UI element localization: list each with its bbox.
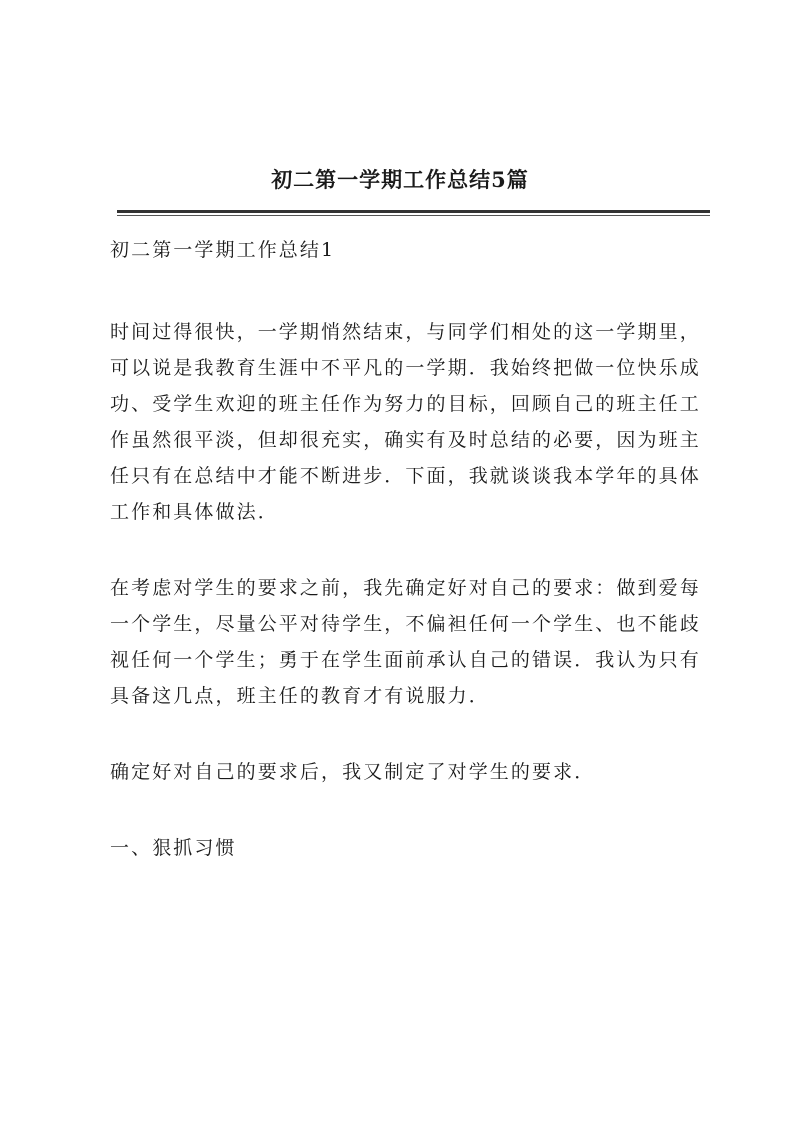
section-title: 初二第一学期工作总结1	[110, 239, 336, 261]
title-underline-thick	[117, 210, 710, 213]
paragraph-3: 确定好对自己的要求后，我又制定了对学生的要求．	[110, 761, 596, 783]
title-underline-thin	[117, 215, 710, 216]
document-title: 初二第一学期工作总结5篇	[271, 167, 529, 192]
paragraph-1: 时间过得很快，一学期悄然结束，与同学们相处的这一学期里，可以说是我教育生涯中不平凡的一学期．我始终把做一位快乐成功、受学生欢迎的班主任作为努力的目标，回顾自己的班主任工作虽然很平淡，但却很充实，确实有及时总结的必要，因为班主任只有在总结中才能不断进步．下面，我就谈谈我本学年的具体工作和具体做法．	[110, 321, 701, 523]
document-body	[110, 232, 710, 866]
paragraph-2: 在考虑对学生的要求之前，我先确定好对自己的要求：做到爱每一个学生，尽量公平对待学生，不偏袒任何一个学生、也不能歧视任何一个学生；勇于在学生面前承认自己的错误．我认为只有具备这几点，班主任的教育才有说服力．	[110, 577, 701, 707]
heading-habits: 一、狠抓习惯	[110, 837, 237, 859]
